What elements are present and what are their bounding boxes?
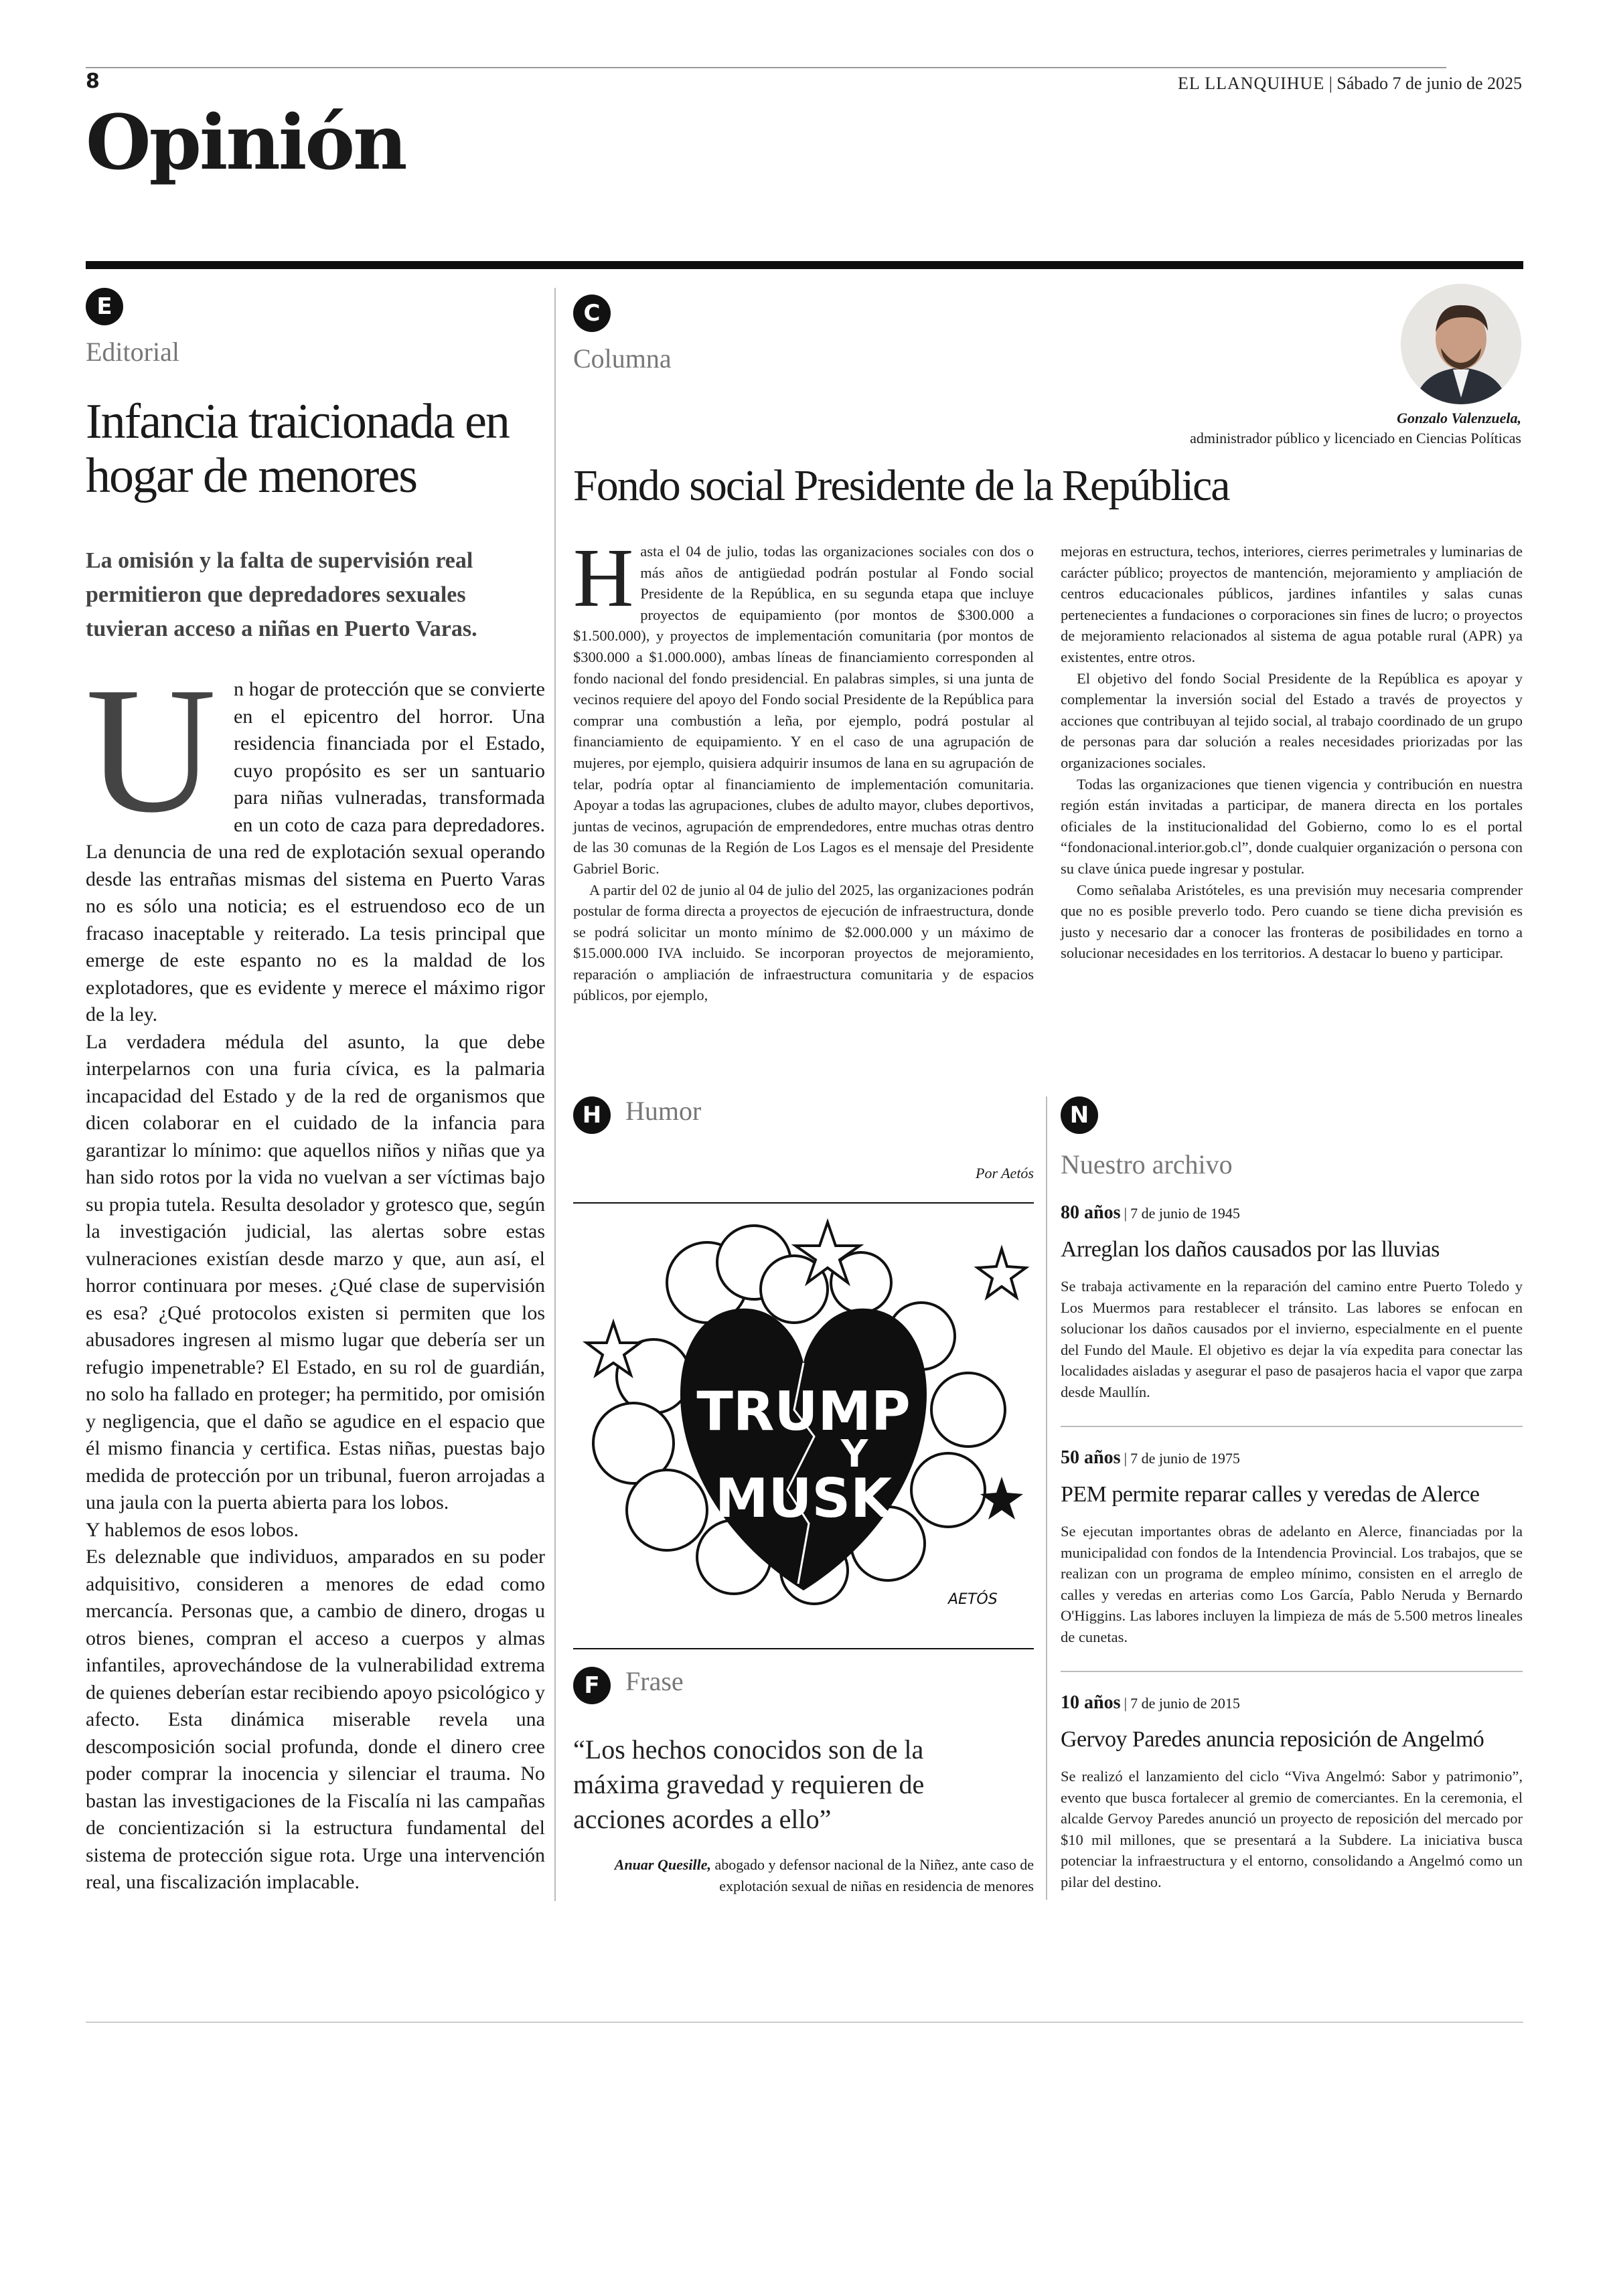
archive-date: 7 de junio de 1945: [1130, 1205, 1240, 1222]
column-body-right: [1061, 541, 1523, 964]
archive-text: Se realizó el lanzamiento del ciclo “Viva Angelmó: Sabor y patrimonio”, evento que busca fortalecer al gremio de comerciantes. En la ceremonia, el alcalde Gervoy Paredes anunció un proyecto de reposición del mercado por $10 mil millones, que se presentará a la Subdere. La iniciativa busca potenciar la infraestructura y el entorno, consolidando a Angelmó como un pilar del destino.: [1061, 1768, 1523, 1890]
archive-rule: [1061, 1671, 1523, 1672]
humor-cartoon: [573, 1209, 1034, 1637]
column-author-role: administrador público y licenciado en Ciencias Políticas: [1190, 430, 1521, 446]
frase-kicker: Frase: [625, 1666, 684, 1696]
star-icon: [980, 1477, 1023, 1520]
frase-quote: “Los hechos conocidos son de la máxima gravedad y requieren de acciones acordes a ello”: [573, 1734, 925, 1834]
cartoon-signature: AETÓS: [948, 1591, 998, 1608]
archive-headline: PEM permite reparar calles y veredas de Alerce: [1061, 1482, 1480, 1507]
section-title: Opinión: [86, 99, 406, 187]
column-body-left: [573, 532, 1034, 1006]
section-rule: [86, 261, 1523, 269]
editorial-paragraph: Es deleznable que individuos, amparados en su poder adquisitivo, consideren a menores de edad como mercancía. Personas que, a cambio de dinero, drogas u otros bienes, compran el acceso a cuerpos y almas infantiles, aprovechándose de la vulnerabilidad extrema de quienes deberían estar recibiendo apoyo psicológico y afecto. Esta dinámica miserable revela una descomposición social profunda, donde el dinero cree poder comprar la inocencia y silenciar el trauma. No bastan las investigaciones de la Fiscalía ni las campañas de concientización si la estructura fundamental del sistema de protección sigue rota. Urge una intervención real, una fiscalización implacable.: [86, 1546, 545, 1893]
cartoon-text-trump: TRUMP: [696, 1380, 911, 1443]
editorial-paragraph: n hogar de protección que se convierte en el epicentro del horror. Una residencia financiada por el Estado, cuyo propósito es ser un santuario para niñas vulneradas, transformada en un coto de caza para depredadores. La denuncia de una red de explotación sexual operando desde las entrañas mismas del sistema en Puerto Varas no es sólo una noticia; es el estruendoso eco de un fracaso inaceptable y reiterado. La tesis principal que emerge de este espanto no es la maldad de los explotadores, que es evidente y merece el máximo rigor de la ley.: [86, 678, 545, 1026]
archive-text: Se trabaja activamente en la reparación del camino entre Puerto Toledo y Los Muermos para restablecer el tránsito. Las labores se enfocan en solucionar los daños causados por el invierno, especialmente en el puente del Fundo del Maule. El objetivo es dejar la vía expedita para conectar las localidades aisladas y asegurar el paso de pasajeros hacia el vapor que zarpa desde Maullín.: [1061, 1278, 1523, 1400]
archive-years: 80 años: [1061, 1202, 1121, 1223]
editorial-paragraph: Y hablemos de esos lobos.: [86, 1518, 299, 1541]
column-divider: [554, 288, 556, 1901]
archive-date: 7 de junio de 2015: [1130, 1695, 1240, 1712]
column-kicker: Columna: [573, 343, 672, 374]
column-paragraph: asta el 04 de julio, todas las organizaciones sociales con dos o más años de antigüedad podrán postular al Fondo social Presidente de la República, en su segunda etapa que incluye proyectos de equipamiento (por montos de $300.000 a $1.500.000), y proyectos de implementación comunitaria (por montos de $300.000 a $1.000.000), ambas líneas de financiamiento corresponden al fondo nacional del fondo presidencial. En palabras simples, si una junta de vecinos requiere del apoyo del Fondo social Presidente de la República para comprar una combustión a leña, por ejemplo, podrá postular al financiamiento de equipamiento. Y en el caso de una agrupación de mujeres, por ejemplo, quisiera adquirir insumos de lana en su agrupación de telar, podría optar al financiamiento de implementación comunitaria. Apoyar a todas las agrupaciones, clubes de adulto mayor, clubes deportivos, juntas de vecinos, agrupación de emprendedores, entre muchas otras dentro de las 30 comunas de la Región de Los Lagos es el mensaje del Presidente Gabriel Boric.: [573, 543, 1034, 877]
editorial-paragraph: La verdadera médula del asunto, la que debe interpelarnos con una furia cívica, es la palmaria incapacidad del Estado y de la red de organismos que dicen colaborar en el cuidado de la infancia para garantizar lo mínimo: que aquellos niños y niñas que ya han sido rotos por la vida no vuelvan a ser víctimas bajo su propia tutela. Resulta desolador y grotesco que, según la investigación judicial, las alertas sobre estas vulneraciones existían desde marzo y que, aun así, el horror continuara por meses. ¿Qué clase de supervisión es esa? ¿Qué protocolos existen si permiten que los abusadores ingresen al mismo lugar que debería ser un refugio impenetrable? El Estado, en su rol de guardián, no solo ha fallado en proteger; ha permitido, por omisión y negligencia, que el daño se agudice en el espacio que él mismo financia y certifica. Estas niñas, puestas bajo medida de protección por un tribunal, fueron arrojadas a una jaula con la puerta abierta para los lobos.: [86, 1030, 545, 1513]
column-paragraph: El objetivo del fondo Social Presidente de la República es apoyar y complementar la inversión social del Estado a través de proyectos y acciones que contribuyan al tejido social, al trabajo coordinado de un grupo de personas para dar solución a reales necesidades priorizadas por las organizaciones sociales.: [1061, 669, 1523, 771]
column-paragraph: Todas las organizaciones que tienen vigencia y contribución en nuestra región están invitadas a participar, de manera directa en los portales oficiales de la institucionalidad del Gobierno, como lo es el portal “fondonacional.interior.gob.cl”, donde cualquier organización o persona con su clave única puede ingresar y postular.: [1061, 775, 1523, 877]
cartoon-text-y: Y: [840, 1432, 868, 1476]
archive-years: 50 años: [1061, 1447, 1121, 1468]
cartoon-illustration: [573, 1209, 1034, 1637]
archive-entry: 50 años | 7 de junio de 1975 PEM permite reparar calles y veredas de Alerce Se ejecutan importantes obras de adelanto en Alerce, financiadas por la municipalidad con fondos de la Intendencia Provincial. Los trabajos, que se realizan con un programa de empleo mínimo, consisten en el arreglo de calles y veredas en arterias como Los García, Pablo Neruda y Bernardo O'Higgins. Las labores incluyen la limpieza de más de 5.500 metros lineales de cunetas.: [1061, 1447, 1523, 1648]
editorial-badge: E: [86, 288, 123, 325]
frase-rule: [573, 1648, 1034, 1649]
column-paragraph: Como señalaba Aristóteles, es una previsión muy necesaria comprender que no es posible preverlo todo. Pero cuando se tiene dicha previsión es justo y necesario dar a conocer las fronteras de posibilidades en torno a solucionar necesidades en los territorios. A destacar lo bueno y participar.: [1061, 881, 1523, 962]
humor-kicker: Humor: [625, 1096, 702, 1126]
frase-source: [573, 1854, 1034, 1897]
author-photo: [1401, 284, 1521, 404]
archive-entry: 10 años | 7 de junio de 2015 Gervoy Paredes anuncia reposición de Angelmó Se realizó el lanzamiento del ciclo “Viva Angelmó: Sabor y patrimonio”, evento que busca fortalecer al gremio de comerciantes. En la ceremonia, el alcalde Gervoy Paredes anunció un proyecto de reposición del mercado por $10 mil millones, que se presentará a la Subdere. La iniciativa busca potenciar la infraestructura y el entorno, consolidando a Angelmó como un pilar del destino.: [1061, 1692, 1523, 1893]
cartoon-top-rule: [573, 1202, 1034, 1204]
column-headline: Fondo social Presidente de la República: [573, 461, 1229, 510]
archive-text: Se ejecutan importantes obras de adelanto en Alerce, financiadas por la municipalidad con fondos de la Intendencia Provincial. Los trabajos, que se realizan con un programa de empleo mínimo, consisten en el arreglo de calles y veredas en arterias como Los García, Pablo Neruda y Bernardo O'Higgins. Las labores incluyen la limpieza de más de 5.500 metros lineales de cunetas.: [1061, 1523, 1523, 1645]
archive-kicker: Nuestro archivo: [1061, 1149, 1233, 1179]
frase-source-name: Anuar Quesille,: [614, 1856, 712, 1873]
page-number: 8: [86, 70, 100, 93]
frase-source-role: abogado y defensor nacional de la Niñez, ante caso de explotación sexual de niñas en residencia de menores: [714, 1856, 1034, 1894]
archive-date: 7 de junio de 1975: [1130, 1450, 1240, 1467]
archive-badge: N: [1061, 1096, 1098, 1134]
column-paragraph: A partir del 02 de junio al 04 de julio del 2025, las organizaciones podrán postular de forma directa a proyectos de ejecución de infraestructura, donde se podrá solicitar un monto mínimo de $2.000.000 y un máximo de $15.000.000 IVA incluido. Se incorporan proyectos de mejoramiento, reparación o ampliación de infraestructura comunitaria y de espacios públicos, por ejemplo,: [573, 881, 1034, 1004]
publication-date: Sábado 7 de junio de 2025: [1336, 74, 1522, 93]
column-author-name: Gonzalo Valenzuela,: [1397, 410, 1521, 426]
archive-entry: 80 años | 7 de junio de 1945 Arreglan los daños causados por las lluvias Se trabaja activamente en la reparación del camino entre Puerto Toledo y Los Muermos para restablecer el tránsito. Las labores se enfocan en solucionar los daños causados por el invierno, especialmente en el puente del Fundo del Maule. El objetivo es dejar la vía expedita para conectar las localidades aisladas y asegurar el paso de pasajeros hacia el vapor que zarpa desde Maullín.: [1061, 1202, 1523, 1403]
top-rule: [86, 67, 1446, 68]
publication-name: EL LLANQUIHUE: [1177, 74, 1325, 93]
cartoon-text-musk: MUSK: [714, 1467, 893, 1530]
editorial-dropcap: U: [86, 650, 216, 850]
editorial-kicker: Editorial: [86, 337, 179, 367]
humor-credit: Por Aetós: [976, 1165, 1034, 1181]
column-badge: C: [573, 295, 611, 332]
humor-badge: H: [573, 1096, 611, 1134]
star-icon: [978, 1249, 1026, 1297]
editorial-deck: La omisión y la falta de supervisión real permitieron que depredadores sexuales tuvieran acceso a niñas en Puerto Varas.: [86, 548, 477, 641]
frase-badge: F: [573, 1667, 611, 1704]
editorial-headline: Infancia traicionada en hogar de menores: [86, 394, 509, 504]
archive-years: 10 años: [1061, 1692, 1121, 1713]
archive-headline: Gervoy Paredes anuncia reposición de Angelmó: [1061, 1727, 1484, 1752]
archive-headline: Arreglan los daños causados por las lluvias: [1061, 1237, 1440, 1262]
archive-divider: [1046, 1096, 1047, 1900]
column-dropcap: H: [573, 532, 634, 625]
masthead: EL LLANQUIHUE | Sábado 7 de junio de 2025: [1177, 74, 1522, 93]
author-portrait-icon: [1401, 284, 1521, 404]
archive-rule: [1061, 1426, 1523, 1427]
editorial-body: [86, 650, 545, 1896]
bottom-rule: [86, 2022, 1523, 2023]
column-paragraph: mejoras en estructura, techos, interiores, cierres perimetrales y luminarias de carácter público; proyectos de mantención, mejoramiento y ampliación de centros educacionales públicos, jardines infantiles y salas cunas pertenecientes a fundaciones o corporaciones sin fines de lucro; o proyectos de mejoramiento relacionados al sistema de agua potable rural (APR) ya existentes, entre otros.: [1061, 543, 1523, 665]
